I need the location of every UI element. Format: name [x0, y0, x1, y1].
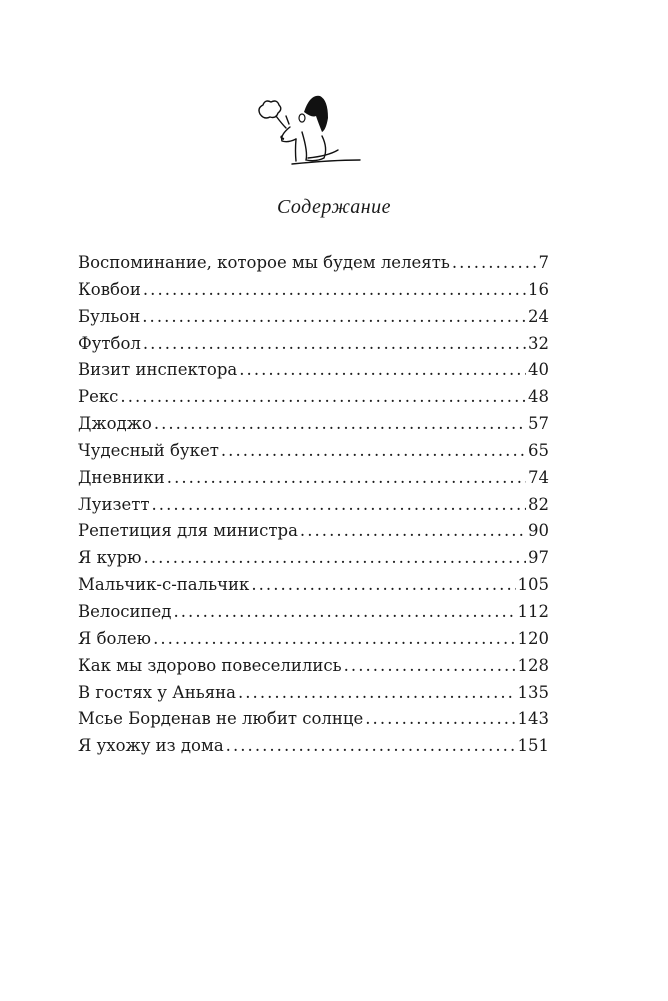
entry-page-number: 97 [528, 548, 549, 568]
entry-title: Велосипед [78, 601, 172, 621]
dot-leader [154, 411, 526, 438]
toc-entry [78, 706, 549, 733]
entry-page-number: 48 [528, 387, 549, 407]
dot-leader [221, 438, 526, 465]
dot-leader [452, 250, 537, 277]
dot-leader [300, 518, 526, 545]
toc-entry [78, 250, 549, 277]
toc-entry [78, 518, 549, 545]
dot-leader [143, 277, 526, 304]
toc-entry [78, 438, 549, 465]
entry-title: Я курю [78, 548, 142, 568]
toc-entry [78, 572, 549, 599]
dot-leader [153, 626, 515, 653]
toc-entry [78, 653, 549, 680]
entry-title: Визит инспектора [78, 360, 238, 380]
toc-entry [78, 411, 549, 438]
entry-page-number: 40 [528, 360, 549, 380]
entry-title: В гостях у Аньяна [78, 682, 236, 702]
toc-entry [78, 465, 549, 492]
dot-leader [152, 492, 527, 519]
toc-entry [78, 277, 549, 304]
entry-page-number: 128 [517, 655, 549, 675]
entry-title: Как мы здорово повеселились [78, 655, 342, 675]
entry-page-number: 32 [528, 333, 549, 353]
entry-page-number: 151 [517, 736, 549, 756]
dot-leader [144, 545, 526, 572]
entry-page-number: 105 [517, 575, 549, 595]
entry-title: Мальчик-с-пальчик [78, 575, 250, 595]
entry-page-number: 74 [528, 467, 549, 487]
dot-leader [238, 680, 516, 707]
entry-title: Воспоминание, которое мы будем лелеять [78, 253, 450, 272]
page-title: Содержание [276, 196, 392, 218]
entry-title: Я болею [78, 628, 152, 648]
entry-page-number: 7 [538, 253, 549, 272]
dot-leader [167, 465, 526, 492]
entry-title: Репетиция для министра [78, 521, 298, 541]
toc-entry [78, 331, 549, 358]
entry-page-number: 24 [528, 306, 549, 326]
entry-page-number: 143 [517, 709, 549, 729]
toc-entry [78, 304, 549, 331]
toc-entry [78, 357, 549, 384]
entry-title: Луизетт [78, 494, 150, 514]
toc-entry [78, 599, 549, 626]
toc-entry [78, 384, 549, 411]
entry-title: Ковбои [78, 279, 141, 299]
entry-page-number: 112 [517, 601, 549, 621]
entry-title: Чудесный букет [78, 440, 219, 460]
entry-title: Я ухожу из дома [78, 736, 224, 756]
entry-page-number: 82 [528, 494, 549, 514]
entry-title: Джоджо [78, 414, 152, 434]
toc-entry [78, 733, 549, 760]
entry-page-number: 16 [528, 279, 549, 299]
dot-leader [226, 733, 516, 760]
entry-title: Бульон [78, 306, 141, 326]
toc-entry [78, 545, 549, 572]
dot-leader [344, 653, 516, 680]
toc-entry [78, 492, 549, 519]
toc-entry [78, 680, 549, 707]
dot-leader [142, 304, 526, 331]
entry-page-number: 135 [517, 682, 549, 702]
dot-leader [120, 384, 526, 411]
entry-page-number: 57 [528, 414, 549, 434]
entry-page-number: 65 [528, 440, 549, 460]
entry-page-number: 120 [517, 628, 549, 648]
entry-page-number: 90 [528, 521, 549, 541]
table-of-contents [78, 250, 549, 760]
entry-title: Мсье Борденав не любит солнце [78, 709, 364, 729]
dot-leader [365, 706, 515, 733]
dot-leader [251, 572, 515, 599]
dot-leader [143, 331, 526, 358]
entry-title: Дневники [78, 467, 165, 487]
toc-entry [78, 626, 549, 653]
entry-title: Рекс [78, 387, 119, 407]
dot-leader [239, 357, 526, 384]
entry-title: Футбол [78, 333, 141, 353]
dot-leader [173, 599, 515, 626]
dog-with-flower-illustration [252, 92, 362, 172]
